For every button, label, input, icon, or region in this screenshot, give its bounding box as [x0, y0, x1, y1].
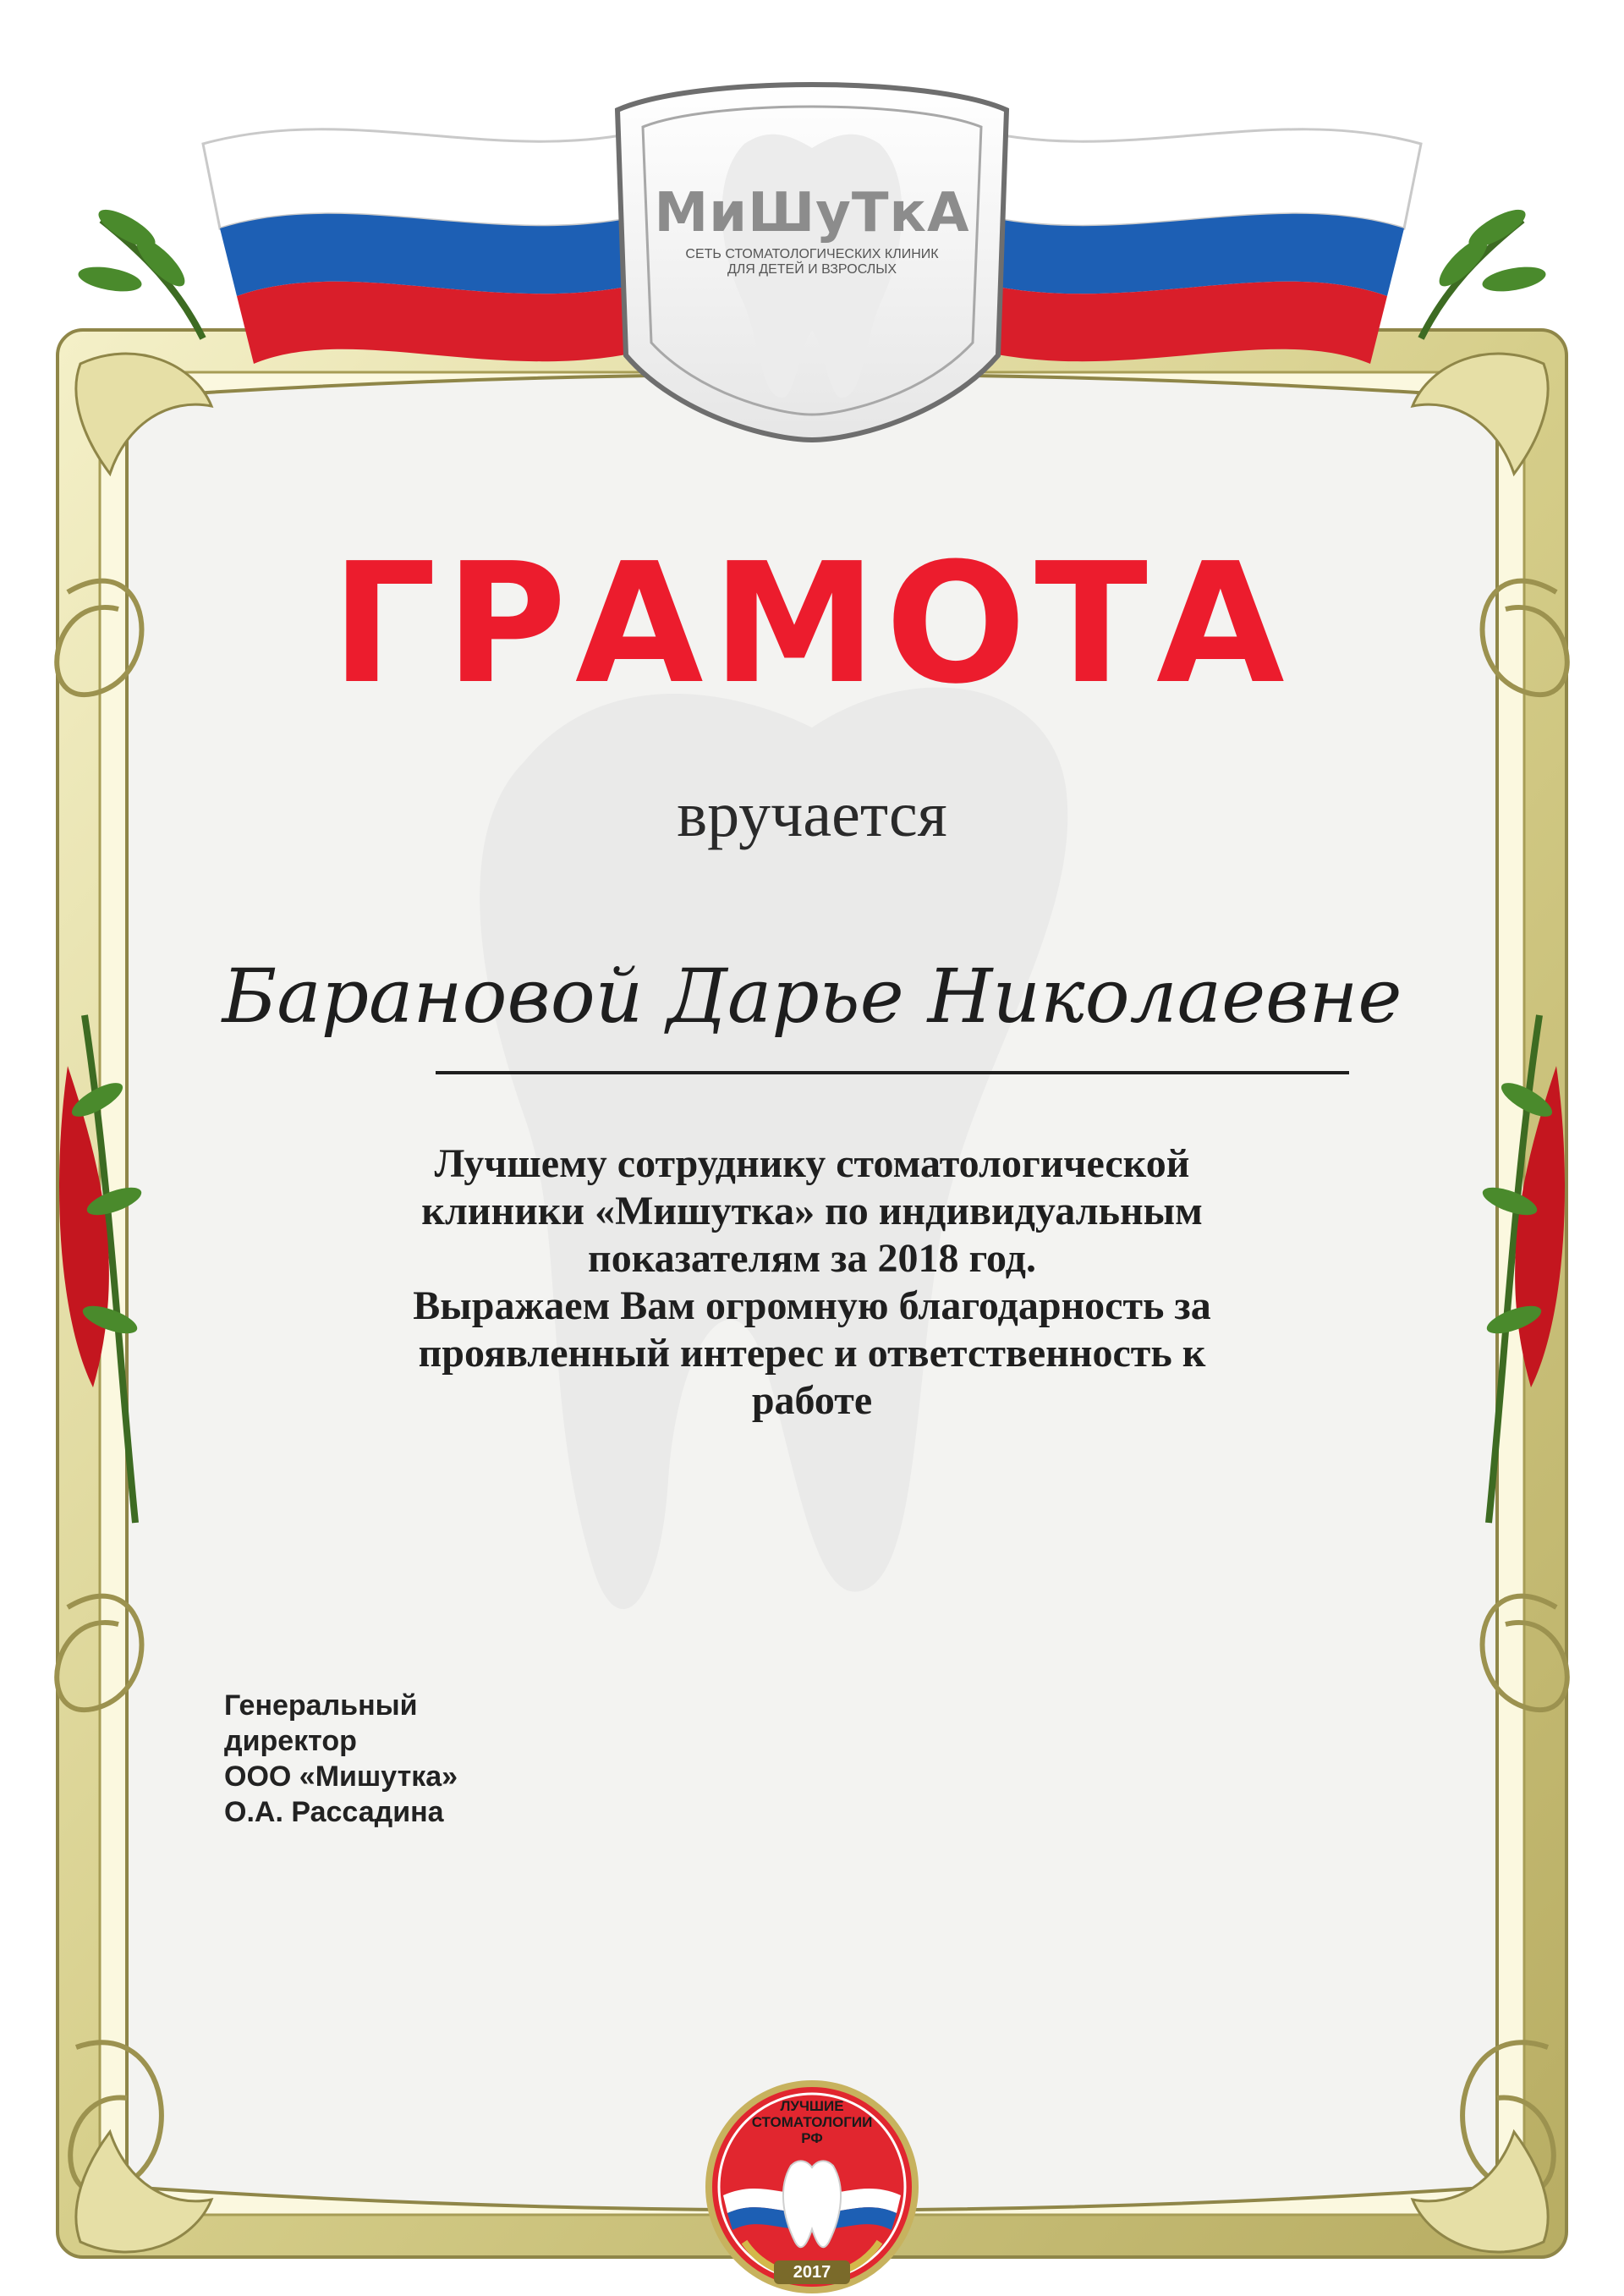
body-line: клиники «Мишутка» по индивидуальным: [421, 1189, 1203, 1233]
recipient-name: Барановой Дарье Николаевне: [222, 953, 1402, 1040]
signature-line: О.А. Рассадина: [224, 1796, 444, 1828]
certificate-body: [321, 1140, 1303, 1425]
russian-flag-right: [964, 127, 1421, 364]
body-line: Лучшему сотруднику стоматологической: [434, 1141, 1190, 1186]
signature-line: директор: [224, 1725, 357, 1757]
badge-year: 2017: [793, 2263, 831, 2282]
recipient-underline: [436, 1071, 1349, 1074]
body-line: Выражаем Вам огромную благодарность за: [413, 1283, 1211, 1328]
clinic-logo-name: МиШуТкА: [654, 182, 970, 244]
body-line: показателям за 2018 год.: [588, 1236, 1036, 1281]
signature-block: [224, 1688, 458, 1830]
signature-line: Генеральный: [224, 1689, 418, 1722]
body-line: работе: [751, 1378, 873, 1423]
certificate-subtitle: вручается: [677, 779, 947, 850]
body-line: проявленный интерес и ответственность к: [418, 1331, 1206, 1376]
signature-line: ООО «Мишутка»: [224, 1760, 458, 1793]
clinic-logo-tagline: [643, 247, 981, 277]
badge-caption: [710, 2098, 914, 2146]
badge-caption-line: ЛУЧШИЕ: [780, 2098, 844, 2114]
clinic-logo-tagline-line: ДЛЯ ДЕТЕЙ И ВЗРОСЛЫХ: [727, 262, 897, 277]
russian-flag-left: [203, 127, 660, 364]
clinic-logo-tagline-line: СЕТЬ СТОМАТОЛОГИЧЕСКИХ КЛИНИК: [685, 247, 939, 261]
badge-caption-line: РФ: [801, 2130, 823, 2146]
badge-caption-line: СТОМАТОЛОГИИ: [751, 2114, 873, 2130]
certificate-title: ГРАМОТА: [331, 528, 1293, 721]
